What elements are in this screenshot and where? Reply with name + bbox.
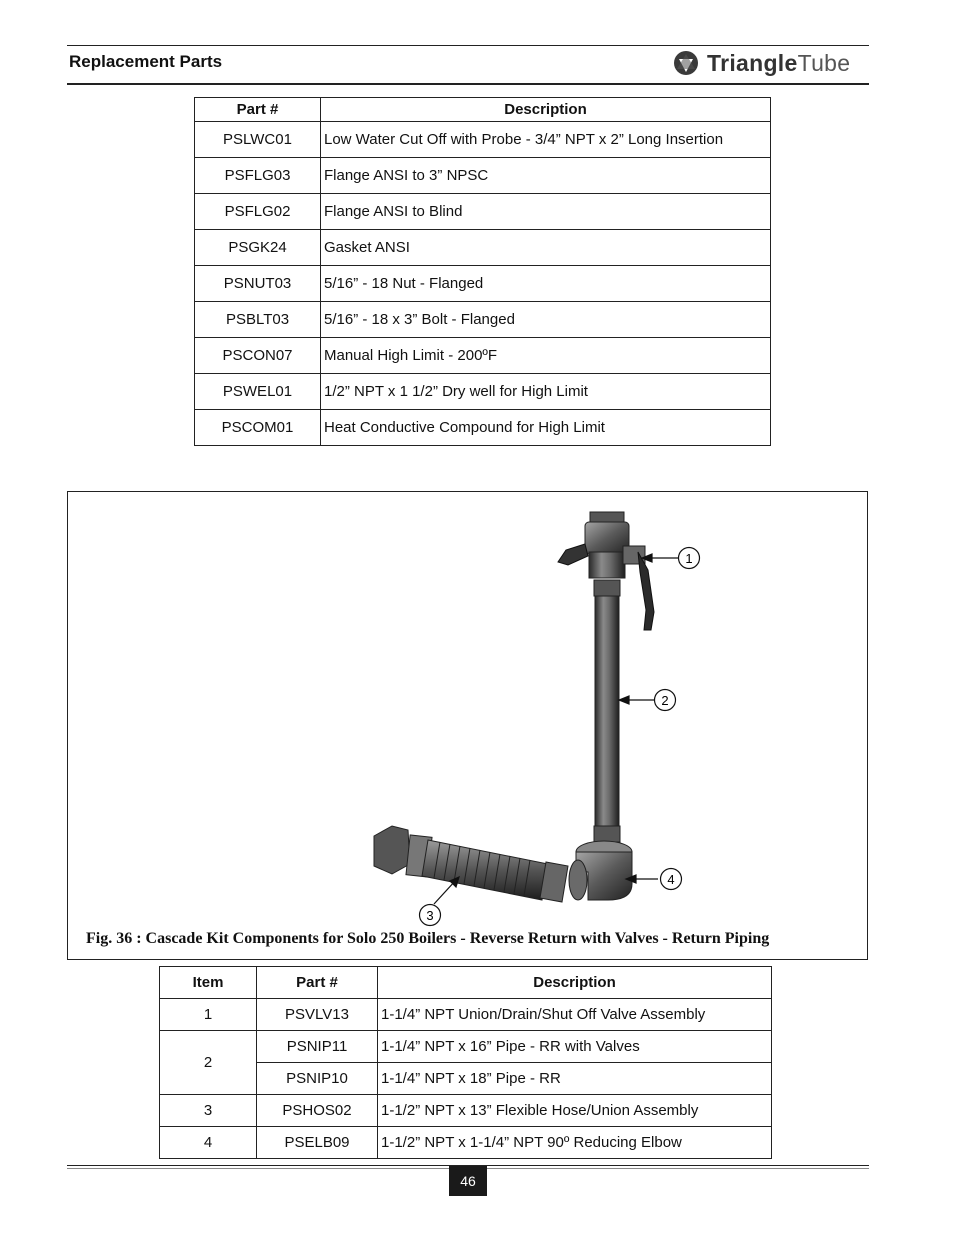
item-cell: 4: [160, 1127, 257, 1159]
part-cell: PSWEL01: [195, 374, 321, 410]
part-cell: PSHOS02: [257, 1095, 378, 1127]
table-row: [160, 1031, 772, 1063]
item-cell: 3: [160, 1095, 257, 1127]
logo-text-bold: Triangle: [707, 50, 798, 76]
table-row: [195, 374, 771, 410]
vertical-pipe: [594, 580, 620, 842]
description-cell: 1/2” NPT x 1 1/2” Dry well for High Limit: [321, 374, 771, 410]
table-row: [195, 266, 771, 302]
callout-3-label: 3: [426, 908, 434, 923]
triangle-tube-logo: [673, 48, 850, 78]
callout-2-label: 2: [661, 693, 669, 708]
description-cell: Flange ANSI to Blind: [321, 194, 771, 230]
logo-wordmark: [707, 50, 850, 76]
callout-1-label: 1: [685, 551, 693, 566]
header-bottom-rule: [67, 83, 869, 85]
table-row: [195, 410, 771, 446]
table-row: [195, 158, 771, 194]
part-cell: PSCON07: [195, 338, 321, 374]
cascade-kit-illustration: [68, 492, 868, 960]
table-header-row: [195, 98, 771, 122]
description-cell: Flange ANSI to 3” NPSC: [321, 158, 771, 194]
table-row: [195, 230, 771, 266]
callout-4: [661, 869, 682, 890]
part-cell: PSFLG02: [195, 194, 321, 230]
description-cell: 1-1/4” NPT x 18” Pipe - RR: [378, 1063, 772, 1095]
description-cell: Heat Conductive Compound for High Limit: [321, 410, 771, 446]
table-row: [160, 1127, 772, 1159]
description-cell: 1-1/4” NPT Union/Drain/Shut Off Valve Assembly: [378, 999, 772, 1031]
part-cell: PSELB09: [257, 1127, 378, 1159]
item-cell: 1: [160, 999, 257, 1031]
description-cell: Manual High Limit - 200ºF: [321, 338, 771, 374]
reducing-elbow: [569, 841, 632, 900]
callout-2: [655, 690, 676, 711]
page-number: 46: [449, 1166, 487, 1196]
column-header-description: Description: [378, 967, 772, 999]
figure-36-box: [67, 491, 868, 960]
description-cell: 5/16” - 18 Nut - Flanged: [321, 266, 771, 302]
column-header-part: Part #: [195, 98, 321, 122]
part-cell: PSCOM01: [195, 410, 321, 446]
part-cell: PSFLG03: [195, 158, 321, 194]
parts-table-bottom: [159, 966, 772, 1159]
flexible-hose: [374, 826, 568, 902]
callout-1: [679, 548, 700, 569]
table-row: [160, 1095, 772, 1127]
part-cell: PSNIP11: [257, 1031, 378, 1063]
table-header-row: [160, 967, 772, 999]
table-row: [195, 122, 771, 158]
part-cell: PSGK24: [195, 230, 321, 266]
part-cell: PSLWC01: [195, 122, 321, 158]
callout-3: [420, 905, 441, 926]
description-cell: Low Water Cut Off with Probe - 3/4” NPT x 2” Long Insertion: [321, 122, 771, 158]
table-row: [195, 194, 771, 230]
part-cell: PSBLT03: [195, 302, 321, 338]
page-title: Replacement Parts: [69, 52, 223, 71]
table-row: [195, 338, 771, 374]
callout-4-label: 4: [667, 872, 675, 887]
part-cell: PSNIP10: [257, 1063, 378, 1095]
header-top-rule: [67, 45, 869, 46]
item-cell: 2: [160, 1031, 257, 1095]
logo-text-light: Tube: [797, 50, 851, 76]
part-cell: PSNUT03: [195, 266, 321, 302]
table-row: [195, 302, 771, 338]
column-header-item: Item: [160, 967, 257, 999]
parts-table-top: [194, 97, 771, 446]
figure-caption: Fig. 36 : Cascade Kit Components for Solo 250 Boilers - Reverse Return with Valves - Return Piping: [86, 930, 770, 947]
description-cell: 5/16” - 18 x 3” Bolt - Flanged: [321, 302, 771, 338]
column-header-part: Part #: [257, 967, 378, 999]
description-cell: 1-1/4” NPT x 16” Pipe - RR with Valves: [378, 1031, 772, 1063]
description-cell: 1-1/2” NPT x 1-1/4” NPT 90º Reducing Elbow: [378, 1127, 772, 1159]
description-cell: 1-1/2” NPT x 13” Flexible Hose/Union Assembly: [378, 1095, 772, 1127]
column-header-description: Description: [321, 98, 771, 122]
part-cell: PSVLV13: [257, 999, 378, 1031]
table-row: [160, 999, 772, 1031]
description-cell: Gasket ANSI: [321, 230, 771, 266]
triangle-tube-logo-icon: [673, 50, 699, 76]
